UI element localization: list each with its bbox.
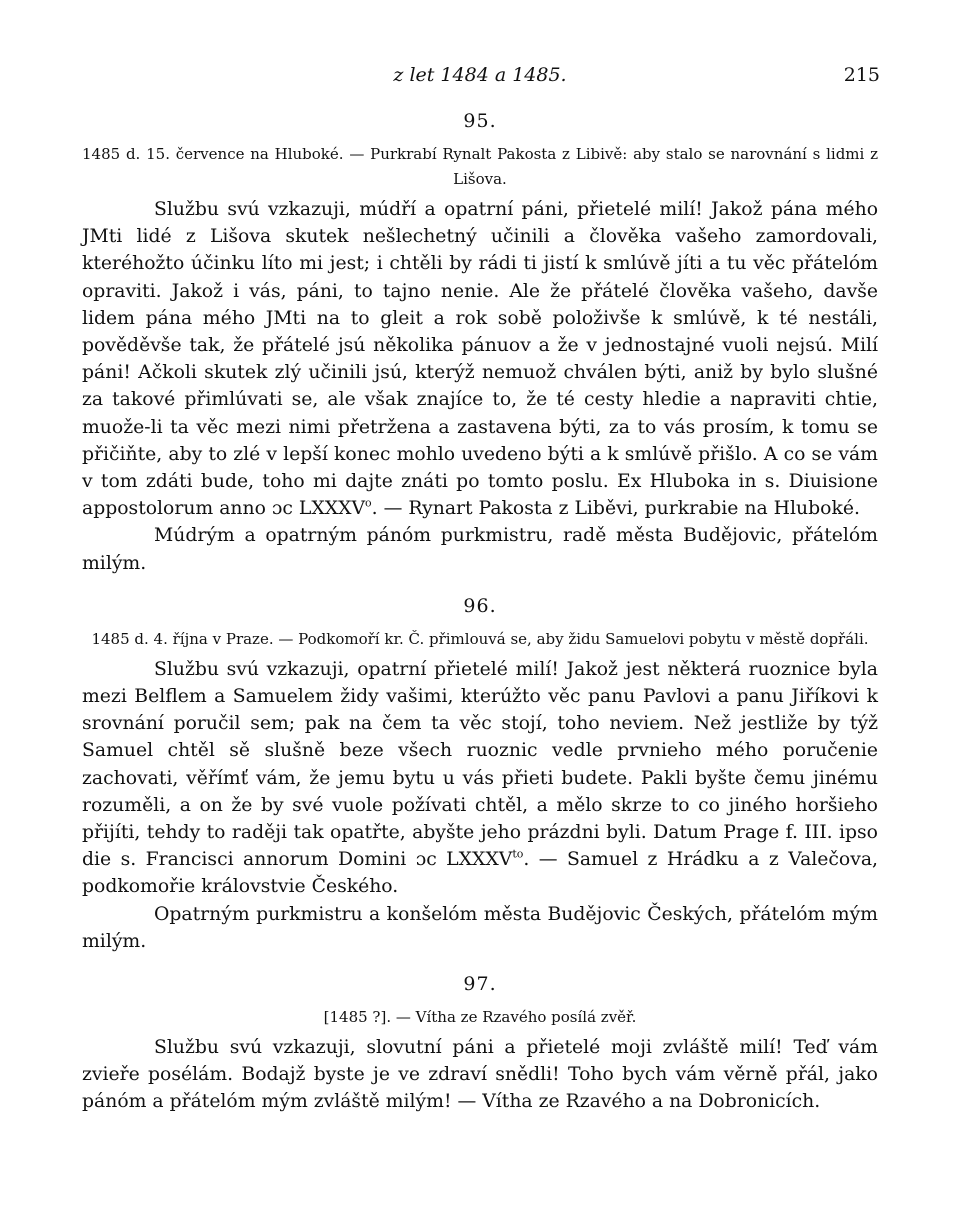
body-text-end: . — Rynart Pakosta z Liběvi, purkrabie na Hluboké. <box>371 498 860 520</box>
document-address: Opatrným purkmistru a konšelóm města Budějovic Českých, přátelóm mým milým. <box>82 903 878 952</box>
document-body <box>82 1034 878 1116</box>
document-body <box>82 196 878 522</box>
document-95 <box>82 110 878 577</box>
document-regest: 1485 d. 15. července na Hluboké. — Purkrabí Rynalt Pakosta z Libivě: aby stalo se narovnání s lidmi z Lišova. <box>82 145 878 188</box>
document-96 <box>82 595 878 955</box>
document-address: Múdrým a opatrným pánóm purkmistru, radě města Budějovic, přátelóm milým. <box>82 525 878 574</box>
body-text-end: . — Samuel z Hrádku a z Valečova, podkomořie královstvie Českého. <box>82 849 878 898</box>
document-regest: 1485 d. 4. října v Praze. — Podkomoří kr. Č. přimlouvá se, aby židu Samuelovi pobytu v městě dopřáli. <box>91 629 869 648</box>
body-superscript: to <box>512 848 524 861</box>
document-97 <box>82 973 878 1116</box>
document-regest: [1485 ?]. — Vítha ze Rzavého posílá zvěř. <box>323 1008 637 1027</box>
page-number: 215 <box>843 64 880 86</box>
body-text: Službu svú vzkazuji, slovutní páni a přietelé moji zvláště milí! Teď vám zvieře posélám. Bodajž byste je ve zdraví snědli! Toho bych vám věrně přál, jako pánóm a přátelóm mým zvláště milým! — Vítha ze Rzavého a na Dobronicích. <box>82 1037 878 1113</box>
running-title: z let 1484 a 1485. <box>393 64 567 86</box>
document-body <box>82 656 878 901</box>
document-number: 97. <box>463 973 497 996</box>
document-number: 95. <box>463 110 497 132</box>
book-page <box>82 58 878 1116</box>
body-text: Službu svú vzkazuji, opatrní přietelé milí! Jakož jest některá ruoznice byla mezi Belflem a Samuelem židy vašimi, kterúžto věc panu Pavlovi a panu Jiříkovi k srovnání poručil sem; pak na čem ta věc stojí, toho neviem. Než jestliže by týž Samuel chtěl sě slušně beze všech ruoznic vedle prvnieho mého poručenie zachovati, věřímť vám, že jemu bytu u vás přieti budete. Pakli byšte čemu jinému rozuměli, a on že by své vuole požívati chtěl, a mělo skrze to co jiného horšieho přijíti, tehdy to raději tak opatřte, abyšte jeho prázdni byli. Datum Prage f. III. ipso die s. Francisci annorum Domini ɔc LXXXV <box>82 658 878 871</box>
running-head <box>82 58 878 92</box>
document-number: 96. <box>463 594 497 617</box>
body-superscript: o <box>365 496 372 510</box>
body-text: Službu svú vzkazuji, múdří a opatrní páni, přietelé milí! Jakož pána mého JMti lidé z Lišova skutek nešlechetný učinili a člověka vašeho zamordovali, kteréhožto účinku líto mi jest; i chtěli by rádi ti jistí k smlúvě jíti a tu věc přátelóm opraviti. Jakož i vás, páni, to tajno nenie. Ale že přátelé člověka vašeho, davše lidem pána mého JMti na to gleit a rok sobě položivše k smlúvě, k té nestáli, pověděvše tak, že přátelé jsú několika pánuov a že v jednostajné vuoli nejsú. Milí páni! Ačkoli skutek zlý učinili jsú, kterýž nemuož chválen býti, aniž by bylo slušné za takové přimlúvati se, ale však znajíce to, že té cesty hledie a napraviti chtie, muože-li ta věc mezi nimi přetržena a zastavena býti, za to vás prosím, k tomu se přičiňte, aby to zlé v lepší konec mohlo uvedeno býti a k smlúvě přišlo. A co se vám v tom zdáti bude, toho mi dajte znáti po tomto poslu. Ex Hluboka in s. Diuisione appostolorum anno ɔc LXXXV <box>82 199 878 520</box>
